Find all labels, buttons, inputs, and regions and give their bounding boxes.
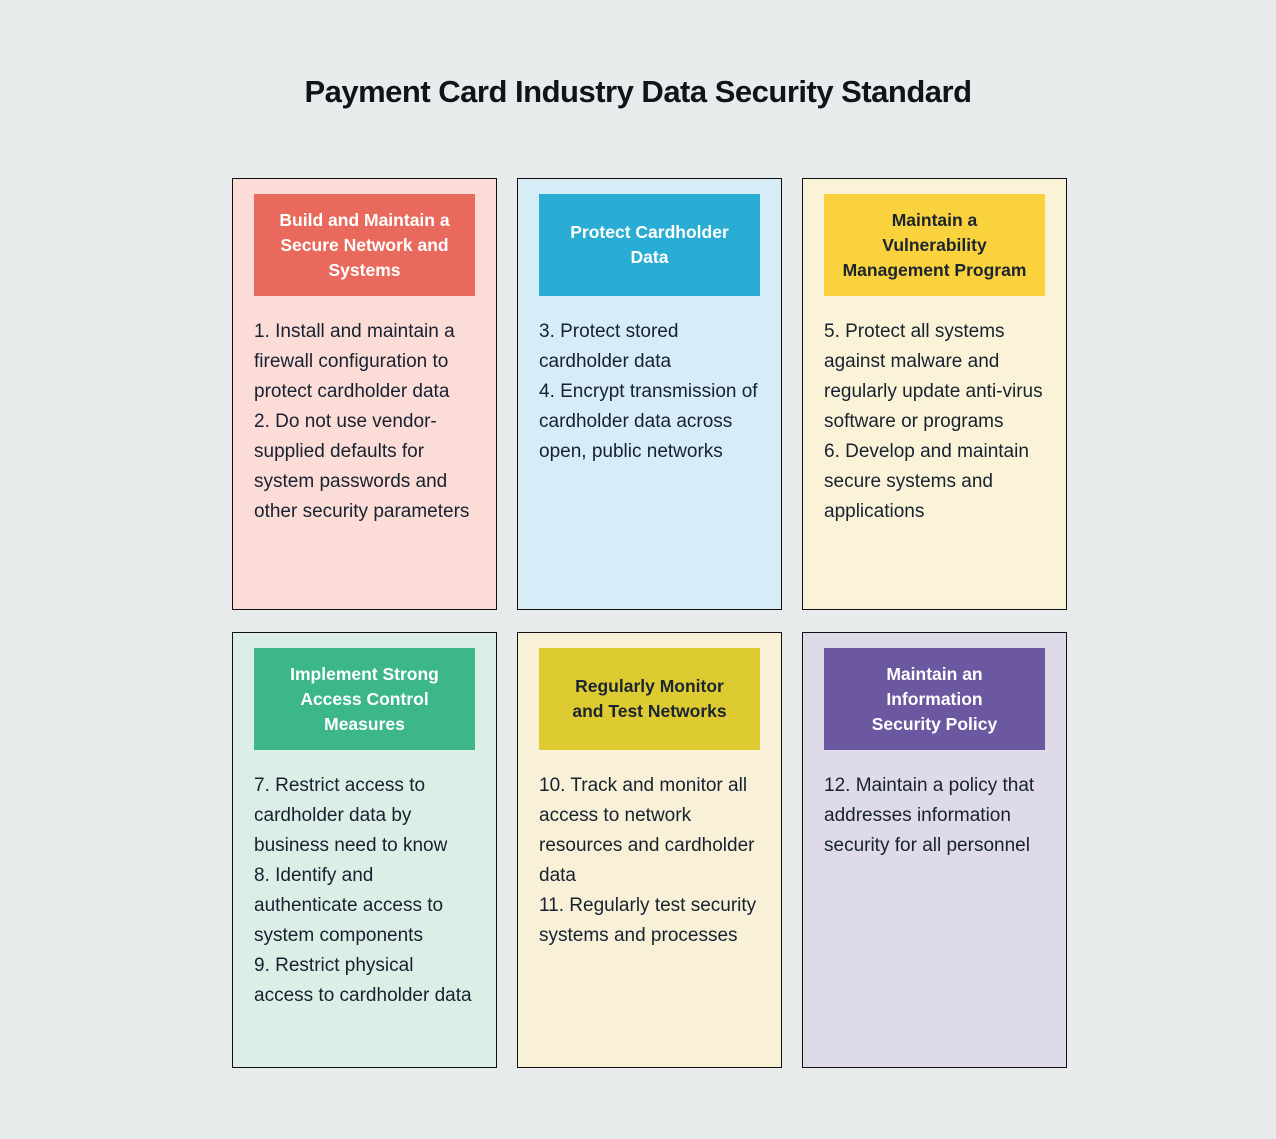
page-title: Payment Card Industry Data Security Standard — [304, 74, 972, 109]
card-header-line: and Test Networks — [572, 701, 727, 721]
card-monitor-test-networks — [517, 632, 782, 1068]
requirement-item: 6. Develop and maintain secure systems and applications — [824, 441, 1029, 522]
card-header-line: Information — [886, 688, 983, 709]
requirement-item: 12. Maintain a policy that addresses information security for all personnel — [824, 775, 1035, 856]
card-cardholder-data — [517, 178, 782, 610]
card-header-line: Management Program — [842, 259, 1027, 280]
requirement-item: 3. Protect stored cardholder data — [539, 321, 679, 372]
requirement-item: 4. Encrypt transmission of cardholder data across open, public networks — [539, 381, 758, 462]
card-header-secure-network — [254, 194, 475, 296]
card-header-line: Maintain a — [891, 209, 978, 230]
card-header-line: Data — [630, 247, 669, 267]
cards-grid — [232, 178, 1067, 1068]
card-header-line: Secure Network and — [280, 234, 449, 255]
card-header-line: Build and Maintain a — [279, 209, 450, 230]
requirement-item: 1. Install and maintain a firewall configuration to protect cardholder data — [254, 321, 455, 402]
card-header-line: Regularly Monitor — [575, 676, 724, 696]
card-header-line: Systems — [328, 259, 401, 280]
card-header-line: Security Policy — [871, 713, 998, 734]
card-security-policy — [802, 632, 1067, 1068]
requirement-item: 9. Restrict physical access to cardholder data — [254, 955, 472, 1006]
card-requirements — [254, 317, 476, 527]
card-header-line: Access Control — [300, 688, 429, 709]
card-header-line: Implement Strong — [290, 663, 439, 684]
card-header-line: Protect Cardholder — [570, 222, 729, 242]
card-secure-network — [232, 178, 497, 610]
card-header-access-control — [254, 648, 475, 750]
card-access-control — [232, 632, 497, 1068]
card-header-monitor-test-networks — [539, 648, 760, 750]
card-header-vulnerability-management — [824, 194, 1045, 296]
card-requirements — [254, 771, 476, 1011]
card-requirements — [824, 771, 1046, 861]
card-requirements — [824, 317, 1046, 527]
card-header-cardholder-data — [539, 194, 760, 296]
requirement-item: 10. Track and monitor all access to network resources and cardholder data — [539, 775, 755, 886]
requirement-item: 8. Identify and authenticate access to system components — [254, 865, 444, 946]
card-header-line: Maintain an — [886, 663, 983, 684]
requirement-item: 5. Protect all systems against malware and regularly update anti-virus software or programs — [824, 321, 1043, 432]
requirement-item: 7. Restrict access to cardholder data by business need to know — [254, 775, 448, 856]
card-requirements — [539, 771, 761, 951]
card-requirements — [539, 317, 761, 467]
card-header-line: Vulnerability — [882, 234, 987, 255]
card-header-security-policy — [824, 648, 1045, 750]
requirement-item: 2. Do not use vendor-supplied defaults for system passwords and other security parameters — [254, 411, 470, 522]
requirement-item: 11. Regularly test security systems and processes — [539, 895, 757, 946]
card-vulnerability-management — [802, 178, 1067, 610]
card-header-line: Measures — [324, 713, 405, 734]
